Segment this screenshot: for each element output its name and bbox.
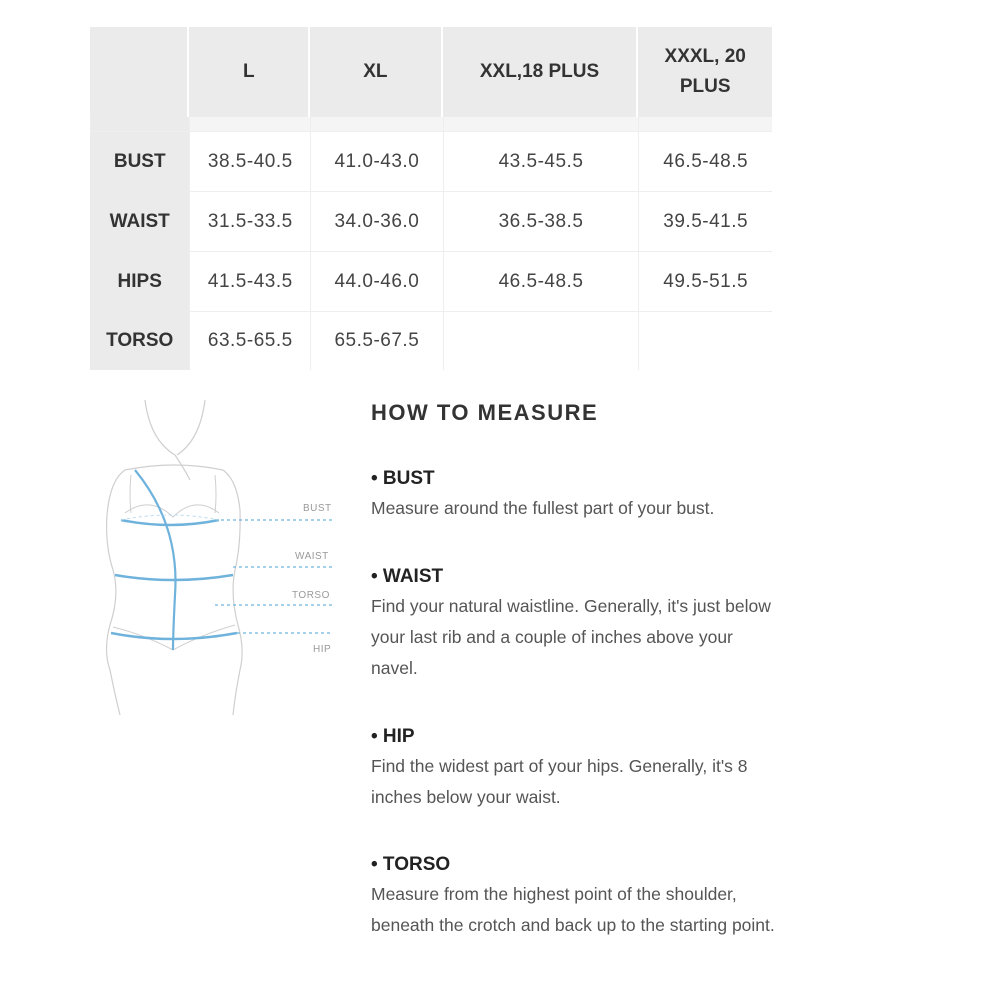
row-label: HIPS [90,252,189,312]
figure-label-hip: HIP [313,644,332,655]
size-header-xl: XL [310,27,443,117]
measure-item-bust [371,468,791,524]
size-header-row [90,27,772,117]
table-cell: 36.5-38.5 [443,192,639,252]
table-cell: 34.0-36.0 [310,192,443,252]
table-row [90,252,772,312]
size-header-xxxl-label: XXXL, 20 PLUS [664,46,746,97]
figure-label-waist: WAIST [295,551,329,562]
measure-item-title: • HIP [371,726,415,747]
table-row [90,132,772,192]
size-header-l: L [189,27,310,117]
table-cell: 65.5-67.5 [310,312,443,370]
body-measurement-figure [95,395,355,715]
measure-item-description: Measure from the highest point of the shoulder, beneath the crotch and back up to the starting point. [371,884,775,935]
measure-item-title: • WAIST [371,566,444,587]
how-to-measure-title: HOW TO MEASURE [371,400,599,425]
measure-item-waist [371,566,771,684]
measure-item-title: • BUST [371,468,435,489]
bust-measure-line [121,520,219,525]
waist-measure-line [115,575,233,580]
size-header-xxl: XXL,18 PLUS [443,27,639,117]
row-label: BUST [90,132,189,192]
size-header-xxxl [638,27,772,117]
corner-cell [90,27,189,117]
table-cell: 41.5-43.5 [189,252,310,312]
table-cell [638,312,772,370]
measure-item-title: • TORSO [371,854,451,875]
table-cell: 46.5-48.5 [443,252,639,312]
size-chart-table [90,27,772,370]
table-cell: 49.5-51.5 [638,252,772,312]
torso-measure-line [135,470,176,650]
table-cell [443,312,639,370]
row-label: TORSO [90,312,189,370]
table-spacer-row [90,117,772,132]
table-cell: 43.5-45.5 [443,132,639,192]
row-label: WAIST [90,192,189,252]
measure-item-description: Measure around the fullest part of your bust. [371,498,715,518]
measure-item-torso [371,854,776,941]
body-outline-illustration [95,395,355,715]
table-cell: 63.5-65.5 [189,312,310,370]
table-cell: 41.0-43.0 [310,132,443,192]
table-cell: 31.5-33.5 [189,192,310,252]
measure-item-hip [371,726,771,813]
table-cell: 46.5-48.5 [638,132,772,192]
figure-label-bust: BUST [303,503,332,514]
table-row [90,192,772,252]
measure-item-description: Find the widest part of your hips. Generally, it's 8 inches below your waist. [371,756,748,807]
table-cell: 38.5-40.5 [189,132,310,192]
figure-label-torso: TORSO [292,590,330,601]
table-cell: 44.0-46.0 [310,252,443,312]
table-row [90,312,772,370]
how-to-measure-section [371,400,791,935]
measure-item-description: Find your natural waistline. Generally, it's just below your last rib and a couple of inches above your navel. [371,596,771,678]
table-cell: 39.5-41.5 [638,192,772,252]
